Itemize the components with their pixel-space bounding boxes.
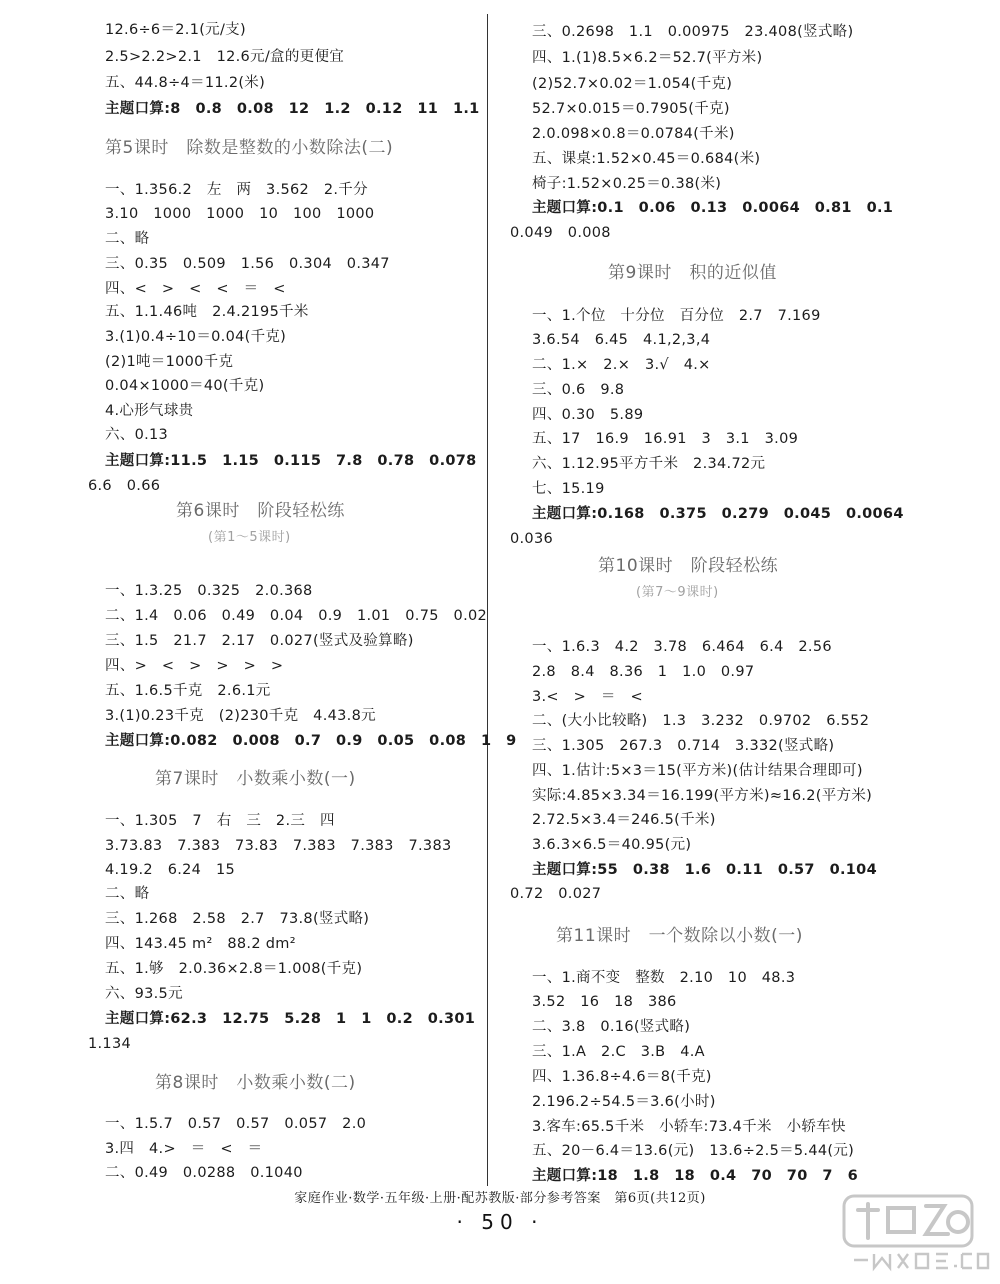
lesson-heading: 第11课时 一个数除以小数(一) (556, 926, 803, 946)
answer-line: 0.036 (510, 531, 554, 547)
answer-line: 3.52 16 18 386 (532, 994, 677, 1010)
answer-line: 七、15.19 (532, 481, 605, 497)
answer-line: 3.四 4.> ＝ < ＝ (105, 1141, 263, 1157)
answer-line: 6.6 0.66 (88, 478, 161, 494)
answer-line: 12.6÷6＝2.1(元/支) (105, 22, 246, 38)
answer-line: 0.049 0.008 (510, 225, 611, 241)
answer-line: 2.0.098×0.8＝0.0784(千米) (532, 126, 735, 142)
answer-line: 四、1.36.8÷4.6＝8(千克) (532, 1069, 712, 1085)
answer-line: 4.心形气球贵 (105, 403, 194, 419)
lesson-heading: 第6课时 阶段轻松练 (176, 501, 345, 521)
answer-line: 四、> < > > > > (105, 658, 284, 674)
answer-line: 五、20－6.4＝13.6(元) 13.6÷2.5＝5.44(元) (532, 1143, 855, 1159)
answer-line: 五、1.够 2.0.36×2.8＝1.008(千克) (105, 961, 363, 977)
answer-line: 一、1.6.3 4.2 3.78 6.464 6.4 2.56 (532, 639, 832, 655)
answer-line: 二、3.8 0.16(竖式略) (532, 1019, 691, 1035)
mental-math-line: 主题口算:0.1 0.06 0.13 0.0064 0.81 0.1 (532, 200, 894, 216)
answer-line: 五、1.6.5千克 2.6.1元 (105, 683, 271, 699)
answer-line: 三、1.305 267.3 0.714 3.332(竖式略) (532, 738, 835, 754)
mental-math-line: 主题口算:0.168 0.375 0.279 0.045 0.0064 (532, 506, 904, 522)
answer-line: 3.73.83 7.383 73.83 7.383 7.383 7.383 (105, 838, 452, 854)
answer-line: 二、(大小比较略) 1.3 3.232 0.9702 6.552 (532, 713, 870, 729)
lesson-heading: 第7课时 小数乘小数(一) (155, 769, 356, 789)
answer-line: 二、1.4 0.06 0.49 0.04 0.9 1.01 0.75 0.02 (105, 608, 488, 624)
answer-line: 四、0.30 5.89 (532, 407, 644, 423)
mental-math-line: 主题口算:55 0.38 1.6 0.11 0.57 0.104 (532, 862, 877, 878)
answer-line: 六、0.13 (105, 427, 169, 443)
lesson-subheading: (第1～5课时) (208, 530, 291, 545)
answer-line: 0.72 0.027 (510, 886, 602, 902)
answer-line: 3.6.3×6.5＝40.95(元) (532, 837, 692, 853)
answer-line: 四、1.(1)8.5×6.2＝52.7(平方米) (532, 50, 763, 66)
answer-line: 三、1.5 21.7 2.17 0.027(竖式及验算略) (105, 633, 414, 649)
answer-line: 三、1.268 2.58 2.7 73.8(竖式略) (105, 911, 370, 927)
answer-line: 3.6.54 6.45 4.1,2,3,4 (532, 332, 711, 348)
answer-line: 六、93.5元 (105, 986, 183, 1002)
answer-line: 2.196.2÷54.5＝3.6(小时) (532, 1094, 716, 1110)
answer-line: 4.19.2 6.24 15 (105, 862, 236, 878)
answer-line: 一、1.305 7 右 三 2.三 四 (105, 813, 335, 829)
answer-line: 二、略 (105, 231, 150, 247)
mental-math-line: 主题口算:8 0.8 0.08 12 1.2 0.12 11 1.1 (105, 101, 480, 117)
answer-line: 3.客车:65.5千米 小轿车:73.4千米 小轿车快 (532, 1119, 846, 1135)
answer-line: 二、0.49 0.0288 0.1040 (105, 1165, 303, 1181)
answer-line: 52.7×0.015＝0.7905(千克) (532, 101, 730, 117)
mental-math-line: 主题口算:0.082 0.008 0.7 0.9 0.05 0.08 1 9 (105, 733, 517, 749)
answer-line: 三、1.A 2.C 3.B 4.A (532, 1044, 705, 1060)
answer-line: 椅子:1.52×0.25＝0.38(米) (532, 176, 722, 192)
answer-line: 2.8 8.4 8.36 1 1.0 0.97 (532, 664, 755, 680)
answer-line: 0.04×1000＝40(千克) (105, 378, 265, 394)
answer-line: 一、1.商不变 整数 2.10 10 48.3 (532, 970, 796, 986)
lesson-heading: 第5课时 除数是整数的小数除法(二) (105, 138, 394, 158)
answer-line: 五、44.8÷4＝11.2(米) (105, 75, 266, 91)
answer-line: 3.10 1000 1000 10 100 1000 (105, 206, 375, 222)
answer-line: 三、0.2698 1.1 0.00975 23.408(竖式略) (532, 24, 854, 40)
answer-line: 2.5>2.2>2.1 12.6元/盒的更便宜 (105, 49, 345, 65)
answer-line: 三、0.35 0.509 1.56 0.304 0.347 (105, 256, 390, 272)
answer-line: 四、1.估计:5×3＝15(平方米)(估计结果合理即可) (532, 763, 863, 779)
answer-line: (2)52.7×0.02＝1.054(千克) (532, 76, 733, 92)
watermark-logo-graphic (840, 1190, 990, 1276)
answer-line: 一、1.356.2 左 两 3.562 2.千分 (105, 182, 368, 198)
answer-line: 五、1.1.46吨 2.4.2195千米 (105, 304, 309, 320)
answer-line: 四、< > < < ＝ < (105, 281, 286, 297)
answer-line: 三、0.6 9.8 (532, 382, 625, 398)
answer-line: 五、课桌:1.52×0.45＝0.684(米) (532, 151, 761, 167)
answer-line: (2)1吨＝1000千克 (105, 354, 234, 370)
answer-line: 五、17 16.9 16.91 3 3.1 3.09 (532, 431, 799, 447)
answer-line: 3.(1)0.23千克 (2)230千克 4.43.8元 (105, 708, 376, 724)
answer-line: 四、143.45 m² 88.2 dm² (105, 936, 296, 952)
answer-line: 一、1.个位 十分位 百分位 2.7 7.169 (532, 308, 821, 324)
mental-math-line: 主题口算:11.5 1.15 0.115 7.8 0.78 0.078 (105, 453, 477, 469)
answer-line: 六、1.12.95平方千米 2.34.72元 (532, 456, 766, 472)
column-divider (487, 14, 488, 1186)
lesson-heading: 第10课时 阶段轻松练 (598, 556, 779, 576)
page-number: · 50 · (456, 1210, 544, 1234)
mental-math-line: 主题口算:18 1.8 18 0.4 70 70 7 6 (532, 1168, 858, 1184)
answer-line: 2.72.5×3.4＝246.5(千米) (532, 812, 716, 828)
answer-line: 二、略 (105, 886, 150, 902)
watermark-logo (840, 1190, 990, 1276)
answer-line: 二、1.× 2.× 3.√ 4.× (532, 357, 711, 373)
page-footer: 家庭作业·数学·五年级·上册·配苏教版·部分参考答案 第6页(共12页) (294, 1191, 706, 1206)
mental-math-line: 主题口算:62.3 12.75 5.28 1 1 0.2 0.301 (105, 1011, 476, 1027)
answer-line: 一、1.5.7 0.57 0.57 0.057 2.0 (105, 1116, 367, 1132)
answer-line: 1.134 (88, 1036, 132, 1052)
lesson-subheading: (第7～9课时) (636, 585, 719, 600)
answer-line: 3.< > ＝ < (532, 689, 643, 705)
answer-line: 一、1.3.25 0.325 2.0.368 (105, 583, 313, 599)
lesson-heading: 第8课时 小数乘小数(二) (155, 1073, 356, 1093)
lesson-heading: 第9课时 积的近似值 (608, 263, 777, 283)
answer-line: 实际:4.85×3.34＝16.199(平方米)≈16.2(平方米) (532, 788, 873, 804)
answer-line: 3.(1)0.4÷10＝0.04(千克) (105, 329, 287, 345)
